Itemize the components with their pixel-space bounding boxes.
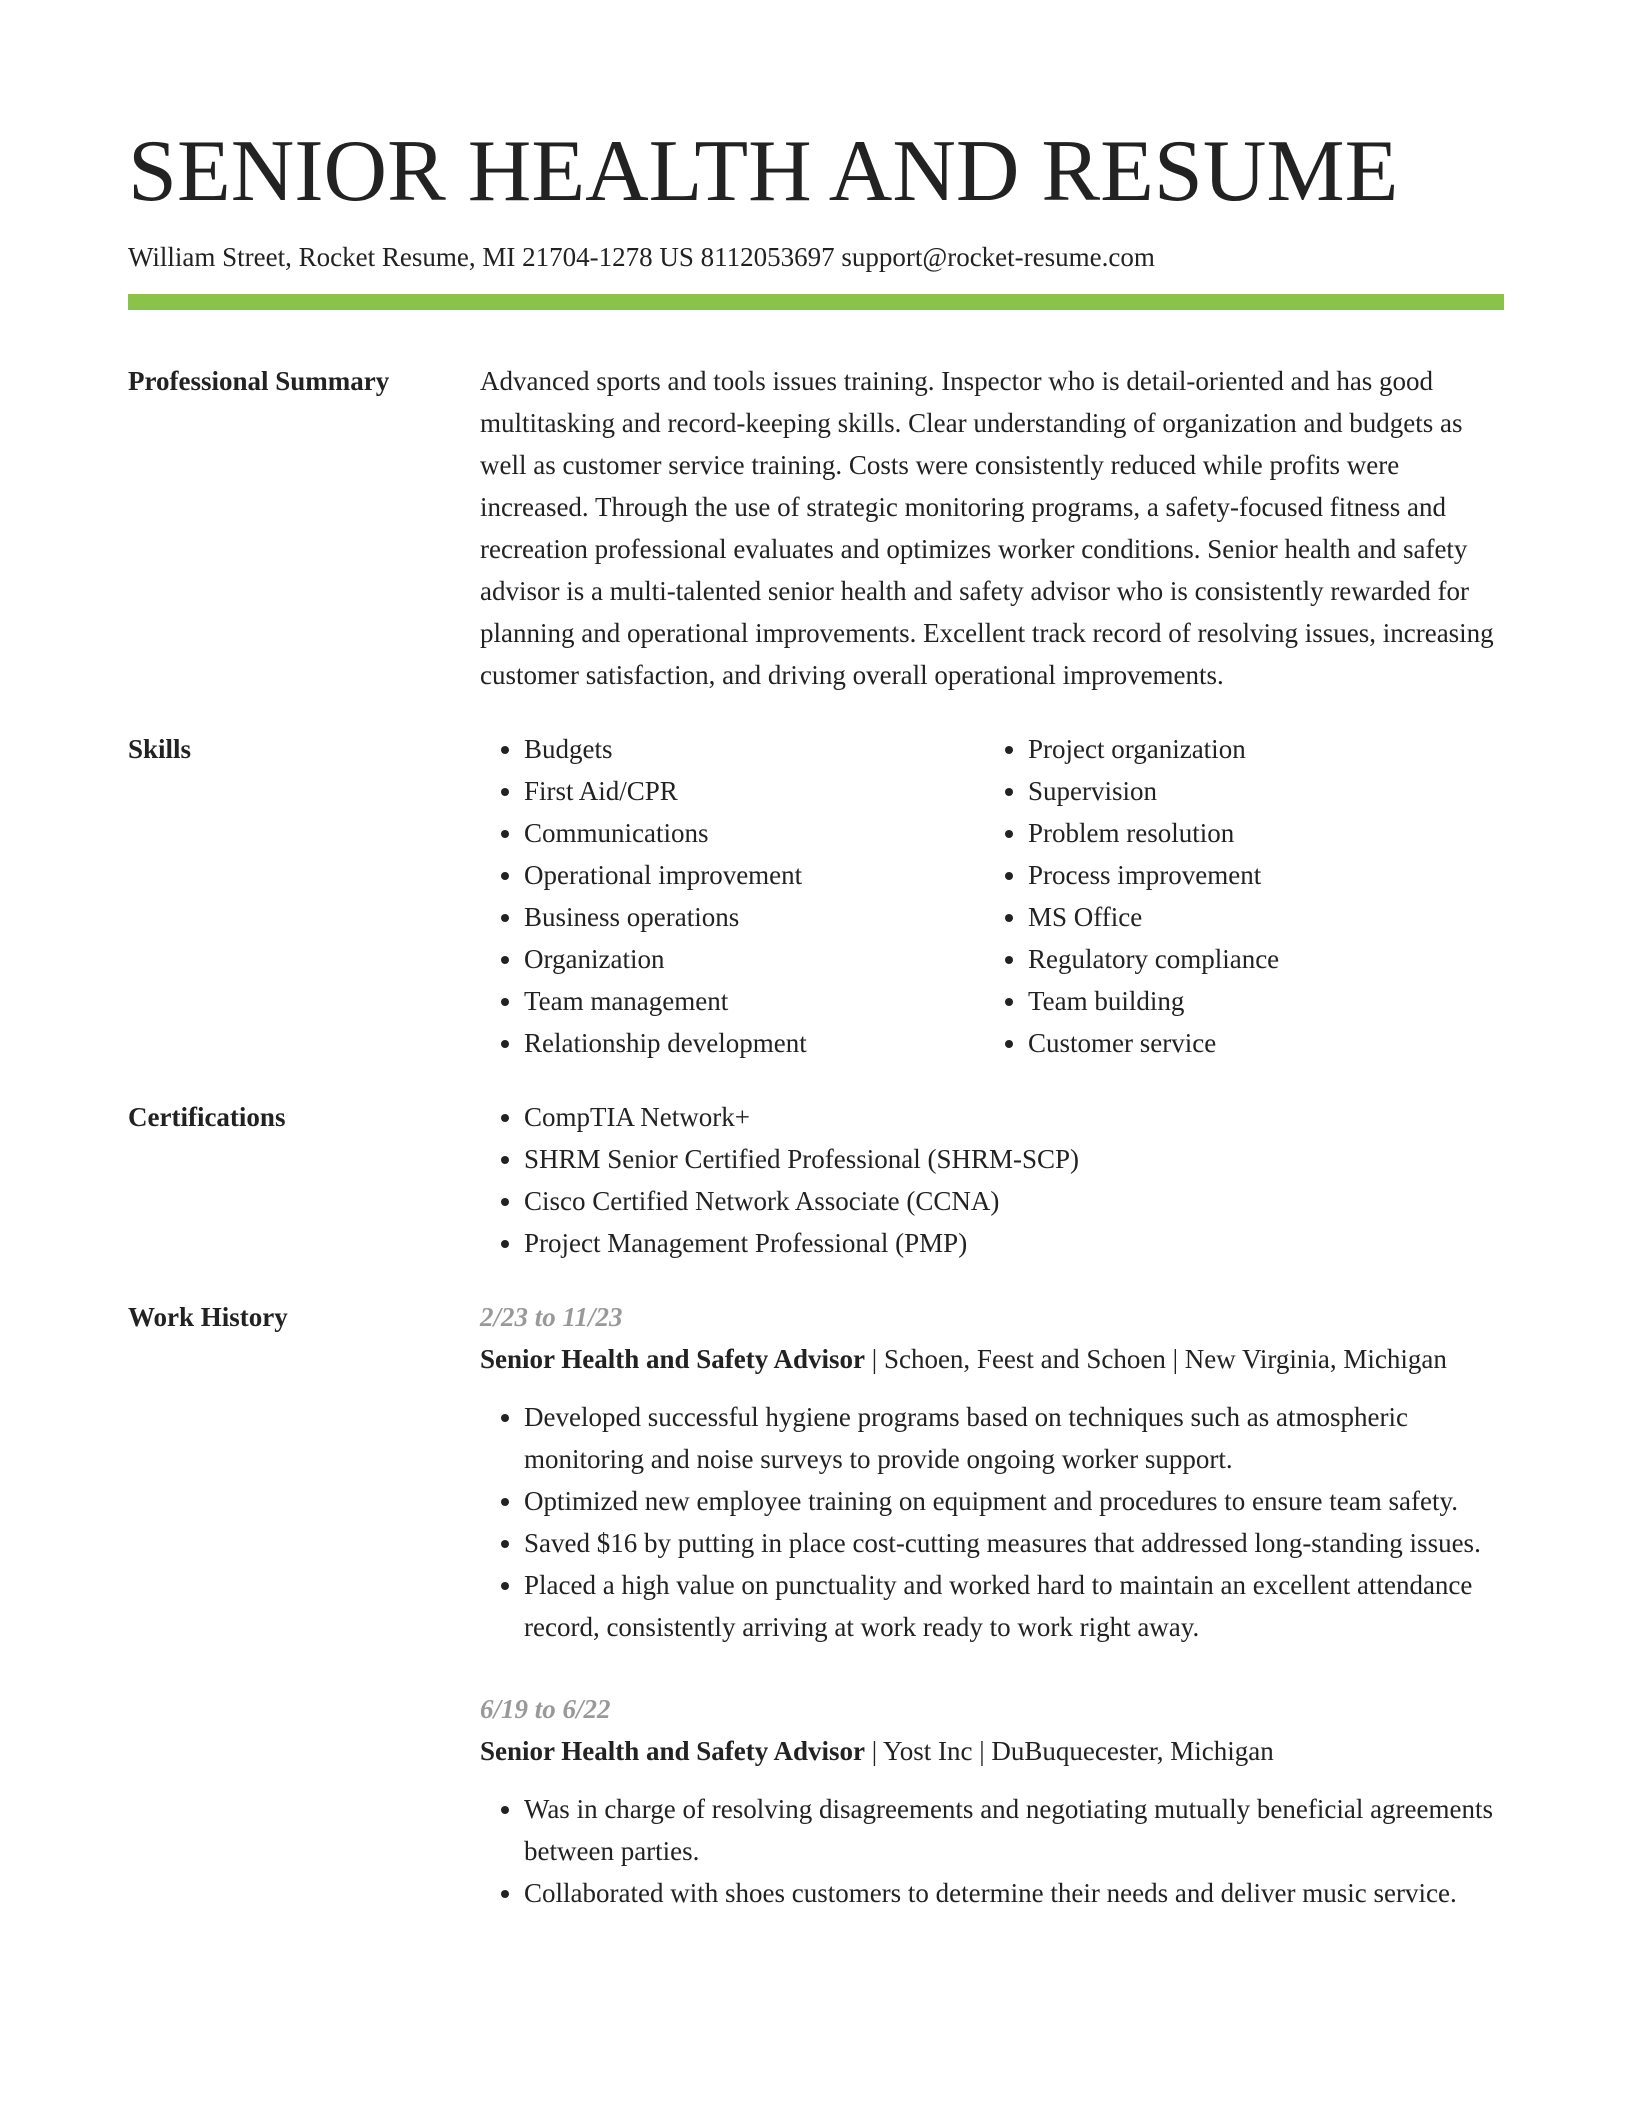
summary-label: Professional Summary: [128, 366, 390, 396]
skills-column-left: [480, 728, 984, 1064]
certification-item: • CompTIA Network+: [524, 1096, 1504, 1138]
skill-item: • Customer service: [1028, 1022, 1504, 1064]
accent-divider: [128, 294, 1504, 310]
skills-label: Skills: [128, 734, 192, 764]
job-bullet: • Placed a high value on punctuality and worked hard to maintain an excellent attendance record, consistently arriving at work ready to work right away.: [524, 1564, 1504, 1648]
certifications-label: Certifications: [128, 1102, 286, 1132]
skill-item: • Business operations: [524, 896, 984, 938]
certification-item: • Project Management Professional (PMP): [524, 1222, 1504, 1264]
skill-item: • Team management: [524, 980, 984, 1022]
resume-page: [128, 0, 1504, 1914]
skill-item: • Supervision: [1028, 770, 1504, 812]
skill-item: • Regulatory compliance: [1028, 938, 1504, 980]
skill-item: • Organization: [524, 938, 984, 980]
job-bullet: • Was in charge of resolving disagreements and negotiating mutually beneficial agreements between parties.: [524, 1788, 1504, 1872]
job-title: Senior Health and Safety Advisor: [480, 1344, 866, 1374]
job-entry: [480, 1688, 1504, 1914]
job-title: Senior Health and Safety Advisor: [480, 1736, 866, 1766]
job-bullet: • Collaborated with shoes customers to determine their needs and deliver music service.: [524, 1872, 1504, 1914]
skills-list-left: [480, 728, 984, 1064]
job-employer-location: | Yost Inc | DuBuquecester, Michigan: [865, 1736, 1274, 1766]
job-title-line: [480, 1730, 1504, 1772]
certification-item: • Cisco Certified Network Associate (CCNA): [524, 1180, 1504, 1222]
certifications-body: [480, 1096, 1504, 1264]
contact-line: William Street, Rocket Resume, MI 21704-1278 US 8112053697 support@rocket-resume.com: [128, 242, 1155, 272]
skill-item: • First Aid/CPR: [524, 770, 984, 812]
skill-item: • Relationship development: [524, 1022, 984, 1064]
job-bullet: • Optimized new employee training on equipment and procedures to ensure team safety.: [524, 1480, 1504, 1522]
summary-text: Advanced sports and tools issues training. Inspector who is detail-oriented and has good multitasking and record-keeping skills. Clear understanding of organization and budgets as well as customer service training. Costs were consistently reduced while profits were increased. Through the use of strategic monitoring programs, a safety-focused fitness and recreation professional evaluates and optimizes worker conditions. Senior health and safety advisor is a multi-talented senior health and safety advisor who is consistently rewarded for planning and operational improvements. Excellent track record of resolving issues, increasing customer satisfaction, and driving overall operational improvements.: [480, 366, 1494, 690]
certifications-list: [480, 1096, 1504, 1264]
resume-name: SENIOR HEALTH AND RESUME: [128, 123, 1399, 220]
skills-column-right: [984, 728, 1504, 1064]
skill-item: • Budgets: [524, 728, 984, 770]
skills-columns: [480, 728, 1504, 1064]
skill-item: • MS Office: [1028, 896, 1504, 938]
skill-item: • Operational improvement: [524, 854, 984, 896]
skill-item: • Problem resolution: [1028, 812, 1504, 854]
job-bullet: • Saved $16 by putting in place cost-cutting measures that addressed long-standing issues.: [524, 1522, 1504, 1564]
job-bullet: • Developed successful hygiene programs based on techniques such as atmospheric monitoring and noise surveys to provide ongoing worker support.: [524, 1396, 1504, 1480]
skill-item: • Process improvement: [1028, 854, 1504, 896]
skill-item: • Communications: [524, 812, 984, 854]
skill-item: • Project organization: [1028, 728, 1504, 770]
work-history-body: [480, 1296, 1504, 1914]
job-entry: [480, 1296, 1504, 1648]
skills-list-right: [984, 728, 1504, 1064]
work-history-section: [128, 1296, 1504, 1914]
job-date: 2/23 to 11/23: [480, 1302, 623, 1332]
skills-section: [128, 728, 1504, 1064]
skill-item: • Team building: [1028, 980, 1504, 1022]
job-employer-location: | Schoen, Feest and Schoen | New Virginia, Michigan: [865, 1344, 1447, 1374]
job-title-line: [480, 1338, 1504, 1380]
job-date: 6/19 to 6/22: [480, 1694, 611, 1724]
certification-item: • SHRM Senior Certified Professional (SHRM-SCP): [524, 1138, 1504, 1180]
summary-section: [128, 360, 1504, 696]
certifications-section: [128, 1096, 1504, 1264]
work-history-label: Work History: [128, 1302, 288, 1332]
job-bullets: [480, 1788, 1504, 1914]
job-bullets: [480, 1396, 1504, 1648]
